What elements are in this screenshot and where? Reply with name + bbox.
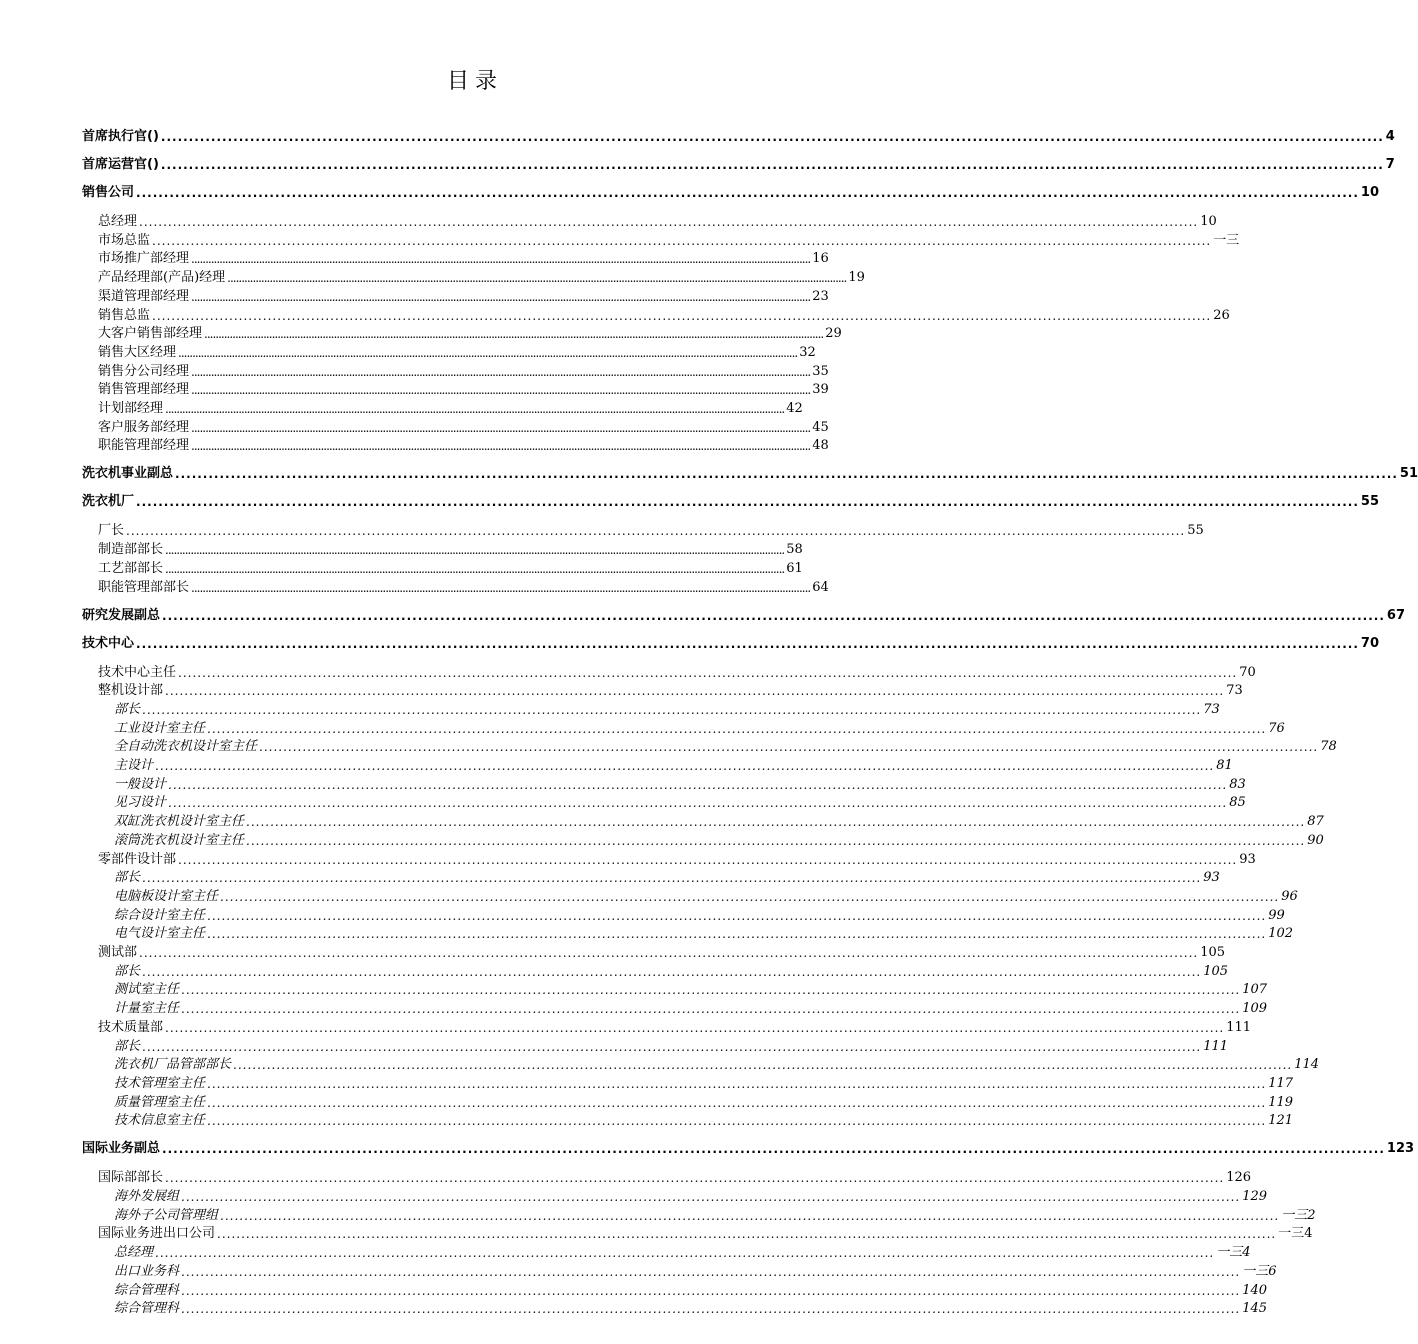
toc-entry-page: 10 [1200,214,1217,229]
toc-entry-label: 测试部 [98,945,138,960]
toc-leader-dots: ............................................................................................................................................................................................................................ [259,740,1319,755]
toc-entry-page: 29 [825,326,842,342]
toc-entry-page: 140 [1242,1282,1268,1298]
toc-entry[interactable] [82,1140,1415,1158]
toc-entry-label: 销售分公司经理 [98,363,190,379]
toc-leader-dots: ............................................................................................................................................................................................................................ [181,1002,1241,1017]
toc-entry-label: 渠道管理部经理 [98,288,190,304]
toc-entry[interactable] [114,1094,1294,1112]
toc-entry-label: 全自动洗衣机设计室主任 [114,739,258,755]
toc-entry-label: 电脑板设计室主任 [114,888,219,904]
toc-entry-page: 76 [1268,720,1285,736]
toc-entry-page: 83 [1229,776,1246,792]
toc-leader-dots: ............................................................................................................................................................................................................................ [181,983,1241,998]
toc-leader-dots: ............................................................................................................................................................................................................................ [139,946,1199,960]
toc-entry-page: 93 [1203,870,1220,886]
toc-entry[interactable] [98,944,1226,962]
toc-entry-label: 总经理 [98,214,138,229]
toc-entry-page: 55 [1360,494,1379,510]
toc-entry[interactable] [114,1282,1268,1300]
toc-entry[interactable] [82,607,1405,625]
toc-leader-dots: ............................................................................................................................................................................................................................ [139,215,1199,229]
toc-entry-page: 16 [812,251,829,267]
toc-entry-label: 销售总监 [98,307,151,323]
toc-entry-label: 部长 [114,870,141,886]
toc-entry[interactable] [98,664,1256,682]
toc-entry-page: 58 [786,542,803,558]
toc-entry[interactable] [114,1300,1268,1318]
toc-entry-label: 技术中心主任 [98,664,177,680]
toc-entry-label: 职能管理部部长 [98,579,190,595]
toc-entry[interactable] [98,682,1243,700]
toc-entry[interactable] [114,1000,1268,1018]
toc-entry-page: 78 [1320,739,1337,755]
toc-entry-page: 67 [1386,607,1405,623]
toc-entry-label: 市场推广部经理 [98,251,190,267]
toc-leader-dots: ............................................................................................................................................................................................................................ [181,1302,1241,1317]
toc-leader-dots: ............................................................................................................................................................................................................................ [160,130,1384,144]
toc-leader-dots: ............................................................................................................................................................................................................................ [175,467,1398,482]
toc-entry[interactable] [114,981,1268,999]
toc-entry-page: 114 [1294,1057,1320,1073]
toc-leader-dots: ............................................................................................................................................................................................................................ [191,364,811,379]
toc-entry[interactable] [114,1112,1294,1130]
toc-entry[interactable] [98,579,829,597]
toc-leader-dots: ............................................................................................................................................................................................................................ [178,852,1238,867]
toc-leader-dots: ............................................................................................................................................................................................................................ [207,1095,1267,1110]
toc-entry-label: 电气设计室主任 [114,926,206,942]
toc-entry[interactable] [82,156,1395,174]
toc-entry-label: 国际业务进出口公司 [98,1226,216,1242]
toc-entry-page: 一三2 [1281,1207,1316,1223]
toc-leader-dots: ............................................................................................................................................................................................................................ [142,702,1202,717]
toc-entry[interactable] [114,888,1298,906]
toc-entry-label: 一般设计 [114,776,167,792]
toc-entry[interactable] [114,869,1220,887]
toc-entry[interactable] [114,832,1324,850]
toc-entry-label: 市场总监 [98,232,151,248]
toc-entry-page: 107 [1242,982,1268,998]
toc-entry[interactable] [114,1188,1268,1206]
toc-entry-page: 4 [1385,129,1395,144]
toc-entry[interactable] [114,963,1229,981]
toc-entry-page: 32 [799,344,816,360]
toc-entry[interactable] [114,925,1294,943]
toc-entry[interactable] [114,1075,1294,1093]
toc-entry-label: 洗衣机厂 [82,494,135,510]
toc-entry-page: 23 [812,288,829,304]
toc-entry-label: 见习设计 [114,795,167,811]
toc-leader-dots: ............................................................................................................................................................................................................................ [168,777,1228,792]
toc-entry-label: 综合管理科 [114,1282,180,1298]
toc-entry-label: 主设计 [114,758,154,773]
toc-leader-dots: ............................................................................................................................................................................................................................ [136,495,1359,510]
toc-leader-dots: ............................................................................................................................................................................................................................ [155,759,1215,773]
toc-entry[interactable] [98,419,829,437]
toc-entry-page: 64 [812,579,829,595]
toc-entry-label: 客户服务部经理 [98,419,190,435]
toc-entry-page: 51 [1399,466,1418,482]
toc-entry[interactable] [114,1207,1316,1225]
toc-entry[interactable] [98,363,829,381]
toc-entry-page: 117 [1268,1075,1294,1091]
toc-entry-label: 技术质量部 [98,1019,164,1035]
toc-leader-dots: ............................................................................................................................................................................................................................ [165,684,1225,699]
toc-leader-dots: ............................................................................................................................................................................................................................ [191,420,811,435]
toc-entry-label: 产品经理部(产品)经理 [98,270,226,286]
toc-entry-page: 一三6 [1242,1263,1277,1279]
toc-leader-dots: ............................................................................................................................................................................................................................ [217,1227,1277,1242]
toc-entry-page: 42 [786,401,803,416]
toc-entry[interactable] [114,1244,1251,1262]
toc-entry[interactable] [98,288,829,306]
page-title: 目录 [446,69,503,94]
toc-entry-page: 126 [1226,1170,1252,1186]
toc-entry-label: 质量管理室主任 [114,1094,206,1110]
toc-entry-label: 技术管理室主任 [114,1075,206,1091]
toc-entry[interactable] [98,1169,1252,1187]
toc-entry[interactable] [114,1038,1229,1056]
toc-entry-page: 119 [1268,1094,1294,1110]
toc-entry-label: 整机设计部 [98,683,164,699]
toc-entry[interactable] [114,757,1233,775]
toc-entry-label: 总经理 [114,1245,154,1261]
toc-entry-page: 96 [1281,888,1298,904]
toc-entry[interactable] [98,541,803,559]
toc-entry[interactable] [98,1019,1252,1037]
toc-entry-label: 部长 [114,1038,141,1054]
toc-leader-dots: ............................................................................................................................................................................................................................ [191,252,811,267]
toc-entry[interactable] [114,738,1337,756]
toc-entry-page: 99 [1268,907,1285,923]
toc-leader-dots: ............................................................................................................................................................................................................................ [207,908,1267,923]
toc-entry-page: 7 [1385,157,1395,172]
toc-entry-page: 48 [812,438,829,454]
toc-entry-label: 国际业务副总 [82,1141,161,1157]
toc-entry[interactable] [82,465,1418,483]
toc-entry-label: 研究发展副总 [82,607,161,623]
toc-leader-dots: ............................................................................................................................................................................................................................ [136,186,1359,200]
toc-leader-dots: ............................................................................................................................................................................................................................ [152,308,1212,323]
toc-entry-label: 国际部部长 [98,1170,164,1186]
toc-entry-label: 双缸洗衣机设计室主任 [114,814,245,830]
toc-entry-page: 26 [1213,307,1230,323]
toc-entry-label: 首席执行官() [82,129,159,144]
toc-entry-label: 滚筒洗衣机设计室主任 [114,832,245,848]
toc-leader-dots: ............................................................................................................................................................................................................................ [233,1058,1293,1073]
toc-leader-dots: ............................................................................................................................................................................................................................ [136,636,1359,651]
toc-entry-label: 技术中心 [82,635,135,651]
toc-leader-dots: ............................................................................................................................................................................................................................ [126,524,1186,539]
toc-entry[interactable] [98,250,829,268]
toc-entry-label: 职能管理部经理 [98,438,190,454]
toc-leader-dots: ............................................................................................................................................................................................................................ [162,608,1385,623]
toc-entry-label: 测试室主任 [114,982,180,998]
toc-entry-page: 109 [1242,1001,1268,1017]
toc-entry[interactable] [98,437,829,455]
toc-entry-label: 技术信息室主任 [114,1113,206,1129]
toc-leader-dots: ............................................................................................................................................................................................................................ [165,1171,1225,1186]
toc-entry-label: 洗衣机事业副总 [82,466,174,482]
toc-entry[interactable] [114,794,1246,812]
toc-entry-label: 部长 [114,701,141,717]
toc-entry-page: 10 [1360,185,1379,200]
toc-entry-label: 销售大区经理 [98,344,177,360]
toc-entry[interactable] [98,851,1256,869]
toc-leader-dots: ............................................................................................................................................................................................................................ [181,1264,1241,1279]
toc-leader-dots: ............................................................................................................................................................................................................................ [207,1114,1267,1129]
toc-entry-label: 销售公司 [82,185,135,200]
toc-leader-dots: ............................................................................................................................................................................................................................ [165,561,785,576]
toc-entry-page: 145 [1242,1301,1268,1317]
toc-leader-dots: ............................................................................................................................................................................................................................ [165,1020,1225,1035]
toc-entry[interactable] [98,560,803,578]
toc-leader-dots: ............................................................................................................................................................................................................................ [160,158,1384,172]
toc-entry-page: 73 [1203,701,1220,717]
toc-entry[interactable] [114,1056,1320,1074]
toc-entry[interactable] [82,635,1379,653]
toc-entry[interactable] [98,213,1217,231]
toc-entry-page: 111 [1203,1038,1229,1054]
toc-entry[interactable] [98,269,865,287]
toc-entry[interactable] [114,776,1246,794]
toc-entry[interactable] [98,400,803,418]
toc-entry-page: 105 [1203,963,1229,979]
toc-leader-dots: ............................................................................................................................................................................................................................ [181,1283,1241,1298]
toc-entry-page: 39 [812,382,829,398]
toc-leader-dots: ............................................................................................................................................................................................................................ [181,1190,1241,1204]
toc-entry-page: 111 [1226,1019,1252,1035]
toc-entry-label: 制造部部长 [98,542,164,558]
toc-leader-dots: ............................................................................................................................................................................................................................ [207,927,1267,942]
toc-entry[interactable] [98,232,1240,250]
toc-entry[interactable] [114,720,1285,738]
toc-leader-dots: ............................................................................................................................................................................................................................ [227,271,847,286]
toc-entry-page: 123 [1386,1141,1415,1157]
toc-leader-dots: ............................................................................................................................................................................................................................ [191,289,811,304]
toc-entry-page: 93 [1239,851,1256,867]
toc-leader-dots: ............................................................................................................................................................................................................................ [207,721,1267,736]
toc-leader-dots: ............................................................................................................................................................................................................................ [155,1246,1215,1261]
toc-leader-dots: ............................................................................................................................................................................................................................ [246,833,1306,848]
toc-entry-page: 81 [1216,758,1233,773]
toc-entry-label: 工艺部部长 [98,560,164,576]
toc-entry-page: 一三 [1213,232,1240,248]
toc-entry-label: 计量室主任 [114,1001,180,1017]
toc-entry-label: 厂长 [98,523,125,539]
toc-entry-label: 海外子公司管理组 [114,1207,219,1223]
toc-entry[interactable] [82,128,1395,146]
toc-entry-page: 45 [812,419,829,435]
toc-entry[interactable] [114,1263,1277,1281]
toc-entry-label: 首席运营官() [82,157,159,172]
toc-entry-page: 一三4 [1216,1245,1251,1261]
toc-entry-label: 销售管理部经理 [98,382,190,398]
toc-leader-dots: ............................................................................................................................................................................................................................ [220,889,1280,904]
toc-entry[interactable] [98,381,829,399]
toc-entry[interactable] [98,344,816,362]
toc-leader-dots: ............................................................................................................................................................................................................................ [207,1076,1267,1091]
toc-leader-dots: ............................................................................................................................................................................................................................ [142,964,1202,979]
toc-leader-dots: ............................................................................................................................................................................................................................ [191,580,811,595]
toc-leader-dots: ............................................................................................................................................................................................................................ [178,345,798,360]
toc-entry-label: 计划部经理 [98,401,164,416]
toc-entry-page: 35 [812,363,829,379]
toc-entry-page: 55 [1187,523,1204,539]
toc-leader-dots: ............................................................................................................................................................................................................................ [165,543,785,558]
toc-entry-page: 105 [1200,945,1226,960]
toc-leader-dots: ............................................................................................................................................................................................................................ [142,1039,1202,1054]
toc-entry-page: 102 [1268,926,1294,942]
toc-entry[interactable] [98,325,842,343]
toc-entry[interactable] [98,1225,1313,1243]
toc-leader-dots: ............................................................................................................................................................................................................................ [204,327,824,342]
toc-entry-label: 综合管理科 [114,1301,180,1317]
toc-entry[interactable] [82,184,1379,202]
toc-entry[interactable] [82,493,1379,511]
toc-leader-dots: ............................................................................................................................................................................................................................ [165,402,785,416]
toc-leader-dots: ............................................................................................................................................................................................................................ [162,1142,1385,1157]
toc-entry-page: 90 [1307,832,1324,848]
toc-entry-label: 综合设计室主任 [114,907,206,923]
toc-entry-label: 部长 [114,963,141,979]
toc-leader-dots: ............................................................................................................................................................................................................................ [178,665,1238,680]
toc-entry-label: 工业设计室主任 [114,720,206,736]
toc-leader-dots: ............................................................................................................................................................................................................................ [152,233,1212,248]
toc-leader-dots: ............................................................................................................................................................................................................................ [168,796,1228,811]
toc-entry-label: 出口业务科 [114,1263,180,1279]
toc-entry-page: 61 [786,560,803,576]
toc-entry-page: 87 [1307,814,1324,830]
toc-leader-dots: ............................................................................................................................................................................................................................ [142,871,1202,886]
toc-entry-label: 洗衣机厂品管部部长 [114,1057,232,1073]
toc-entry-page: 129 [1242,1189,1268,1204]
toc-entry-page: 一三4 [1278,1226,1313,1242]
toc-leader-dots: ............................................................................................................................................................................................................................ [191,383,811,398]
toc-entry-page: 70 [1360,635,1379,651]
toc-entry-label: 零部件设计部 [98,851,177,867]
toc-entry-page: 121 [1268,1113,1294,1129]
toc-entry-page: 19 [848,270,865,286]
toc-entry[interactable] [98,522,1204,540]
toc-leader-dots: ............................................................................................................................................................................................................................ [220,1208,1280,1223]
toc-entry-label: 海外发展组 [114,1189,180,1204]
toc-entry-page: 73 [1226,683,1243,699]
toc-entry-page: 85 [1229,795,1246,811]
toc-entry[interactable] [98,307,1230,325]
toc-entry[interactable] [114,701,1220,719]
toc-entry-page: 70 [1239,664,1256,680]
toc-entry-label: 大客户销售部经理 [98,326,203,342]
toc-entry[interactable] [114,907,1285,925]
toc-leader-dots: ............................................................................................................................................................................................................................ [246,815,1306,830]
toc-entry[interactable] [114,813,1324,831]
toc-leader-dots: ............................................................................................................................................................................................................................ [191,439,811,454]
